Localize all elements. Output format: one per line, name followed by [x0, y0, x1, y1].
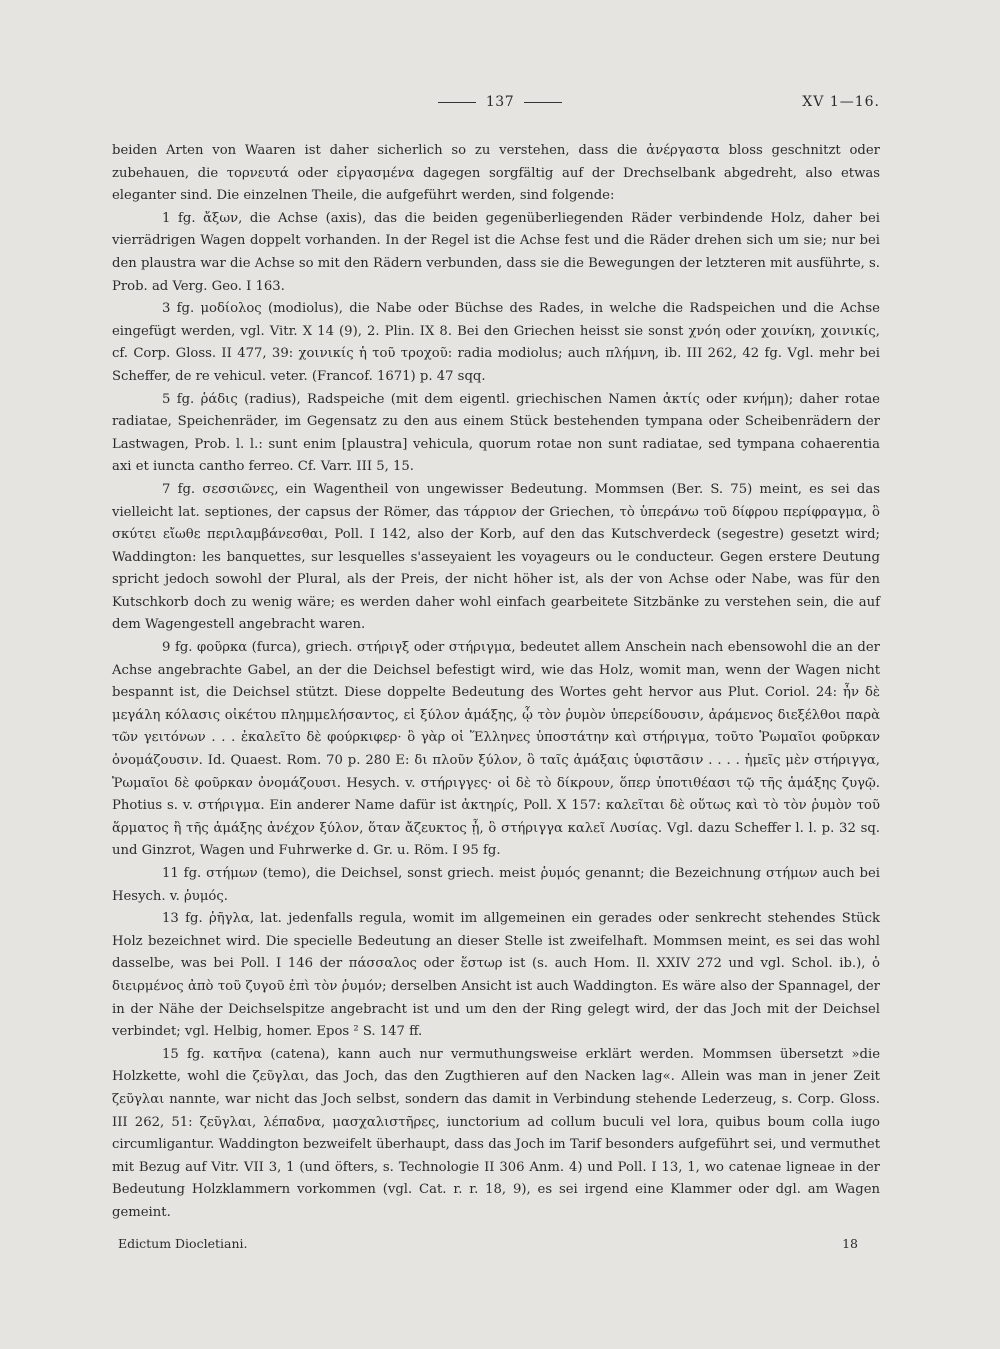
header-rule-right — [524, 102, 562, 103]
page-footer — [118, 1236, 888, 1256]
paragraph-furca: 9 fg. φοῦρκα (furca), griech. στήριγξ oder στήριγμα, bedeutet allem Anschein nach ebensowohl die an der Achse angebrachte Gabel, an der die Deichsel befestigt wird, wie das Holz, womit man, wenn der Wagen nicht bespannt ist, die Deichsel stützt. Diese doppelte Bedeutung des Wortes geht hervor aus Plut. Coriol. 24: ἦν δὲ μεγάλη κόλασις οἰκέτου πλημμελήσαντος, εἰ ξύλον ἁμάξης, ᾧ τὸν ῥυμὸν ὑπερείδουσιν, ἀράμενος διεξέλθοι παρὰ τῶν γειτόνων . . . ἐκαλεῖτο δὲ φούρκιφερ· ὃ γὰρ οἱ Ἕλληνες ὑποστάτην καὶ στήριγμα, τοῦτο Ῥωμαῖοι φοῦρκαν ὀνομάζουσιν. Id. Quaest. Rom. 70 p. 280 E: δι πλοῦν ξύλον, ὃ ταῖς ἁμάξαις ὑφιστᾶσιν . . . . ἡμεῖς μὲν στήριγγα, Ῥωμαῖοι δὲ φοῦρκαν ὀνομάζουσι. Hesych. v. στήριγγες· οἱ δὲ τὸ δίκρουν, ὅπερ ὑποτιθέασι τῷ τῆς ἁμάξης ζυγῷ. Photius s. v. στήριγμα. Ein anderer Name dafür ist ἀκτηρίς, Poll. X 157: καλεῖται δὲ οὕτως καὶ τὸ τὸν ῥυμὸν τοῦ ἅρματος ἢ τῆς ἁμάξης ἀνέχον ξύλον, ὅταν ἄζευκτος ᾖ, ὃ στήριγγα καλεῖ Λυσίας. Vgl. dazu Scheffer l. l. p. 32 sq. und Ginzrot, Wagen und Fuhrwerke d. Gr. u. Röm. I 95 fg. — [112, 640, 880, 859]
page-number-block — [430, 94, 570, 110]
running-header — [0, 94, 1000, 118]
footer-title: Edictum Diocletiani. — [118, 1236, 248, 1251]
paragraph-sessiones: 7 fg. σεσσιῶνες, ein Wagentheil von ungewisser Bedeutung. Mommsen (Ber. S. 75) meint, es sei das vielleicht lat. septiones, der capsus der Römer, das τάρριον der Griechen, τὸ ὑπεράνω τοῦ δίφρου περίφραγμα, ὃ σκύτει εἴωθε περιλαμβάνεσθαι, Poll. I 142, also der Korb, auf den das Kutschverdeck (segestre) gesetzt wird; Waddington: les banquettes, sur lesquelles s'asseyaient les voyageurs ou le conducteur. Gegen erstere Deutung spricht jedoch sowohl der Plural, als der Preis, der nicht höher ist, als der von Achse oder Nabe, was für den Kutschkorb doch zu wenig wäre; es werden daher wohl einfach gearbeitete Sitzbänke zu verstehen sein, die auf dem Wagengestell angebracht waren. — [112, 481, 880, 633]
paragraph-temo: 11 fg. στήμων (temo), die Deichsel, sonst griech. meist ῥυμός genannt; die Bezeichnung στήμων auch bei Hesych. v. ῥυμός. — [112, 866, 880, 904]
header-rule-left — [438, 102, 476, 103]
signature-mark: 18 — [842, 1236, 858, 1251]
section-reference: XV 1—16. — [802, 94, 880, 110]
paragraph-intro: beiden Arten von Waaren ist daher sicherlich so zu verstehen, dass die ἀνέργαστα bloss geschnitzt oder zubehauen, die τορνευτά oder εἰργασμένα dagegen sorgfältig auf der Drechselbank abgedreht, also etwas eleganter sind. Die einzelnen Theile, die aufgeführt werden, sind folgende: — [112, 143, 880, 204]
page-number: 137 — [485, 94, 515, 110]
body-text — [112, 140, 880, 1225]
paragraph-axon: 1 fg. ἄξων, die Achse (axis), das die beiden gegenüberliegenden Räder verbindende Holz, daher bei vierrädrigen Wagen doppelt vorhanden. In der Regel ist die Achse fest und die Räder drehen sich um sie; nur bei den plaustra war die Achse so mit den Rädern verbunden, dass sie die Bewegungen der letzteren mit ausführte, s. Prob. ad Verg. Geo. I 163. — [112, 210, 880, 294]
paragraph-modiolos: 3 fg. μοδίολος (modiolus), die Nabe oder Büchse des Rades, in welche die Radspeichen und die Achse eingefügt werden, vgl. Vitr. X 14 (9), 2. Plin. IX 8. Bei den Griechen heisst sie sonst χνόη oder χοινίκη, χοινικίς, cf. Corp. Gloss. II 477, 39: χοινικίς ἡ τοῦ τροχοῦ: radia modiolus; auch πλήμνη, ib. III 262, 42 fg. Vgl. mehr bei Scheffer, de re vehicul. veter. (Francof. 1671) p. 47 sqq. — [112, 301, 880, 384]
paragraph-regula: 13 fg. ῥῆγλα, lat. jedenfalls regula, womit im allgemeinen ein gerades oder senkrecht stehendes Stück Holz bezeichnet wird. Die specielle Bedeutung an dieser Stelle ist zweifelhaft. Mommsen meint, es sei das wohl dasselbe, was bei Poll. I 146 der πάσσαλος oder ἕστωρ ist (s. auch Hom. Il. XXIV 272 und vgl. Schol. ib.), ὁ διειρμένος ἀπὸ τοῦ ζυγοῦ ἐπὶ τὸν ῥυμόν; derselben Ansicht ist auch Waddington. Es wäre also der Spannagel, der in der Nähe der Deichselspitze angebracht ist und um den der Ring gelegt wird, der das Joch mit der Deichsel verbindet; vgl. Helbig, homer. Epos ² S. 147 ff. — [112, 911, 880, 1040]
paragraph-catena: 15 fg. κατῆνα (catena), kann auch nur vermuthungsweise erklärt werden. Mommsen übersetzt »die Holzkette, wohl die ζεῦγλαι, das Joch, das den Zugthieren auf den Nacken lag«. Allein was man in jener Zeit ζεῦγλαι nannte, war nicht das Joch selbst, sondern das damit in Verbindung stehende Lederzeug, s. Corp. Gloss. III 262, 51: ζεῦγλαι, λέπαδνα, μασχαλιστῆρες, iunctorium ad collum buculi vel lora, quibus boum colla iugo circumligantur. Waddington bezweifelt überhaupt, dass das Joch im Tarif besonders aufgeführt sei, und vermuthet mit Bezug auf Vitr. VII 3, 1 (und öfters, s. Technologie II 306 Anm. 4) und Poll. I 13, 1, wo catenae ligneae in der Bedeutung Holzklammern vorkommen (vgl. Cat. r. r. 18, 9), es sei irgend eine Klammer oder dgl. am Wagen gemeint. — [112, 1046, 880, 1220]
paragraph-radius: 5 fg. ῥάδις (radius), Radspeiche (mit dem eigentl. griechischen Namen ἀκτίς oder κνήμη); daher rotae radiatae, Speichenräder, im Gegensatz zu den aus einem Stück bestehenden tympana oder Scheibenrädern der Lastwagen, Prob. l. l.: sunt enim [plaustra] vehicula, quorum rotae non sunt radiatae, sed tympana cohaerentia axi et iuncta cantho ferreo. Cf. Varr. III 5, 15. — [112, 391, 880, 475]
